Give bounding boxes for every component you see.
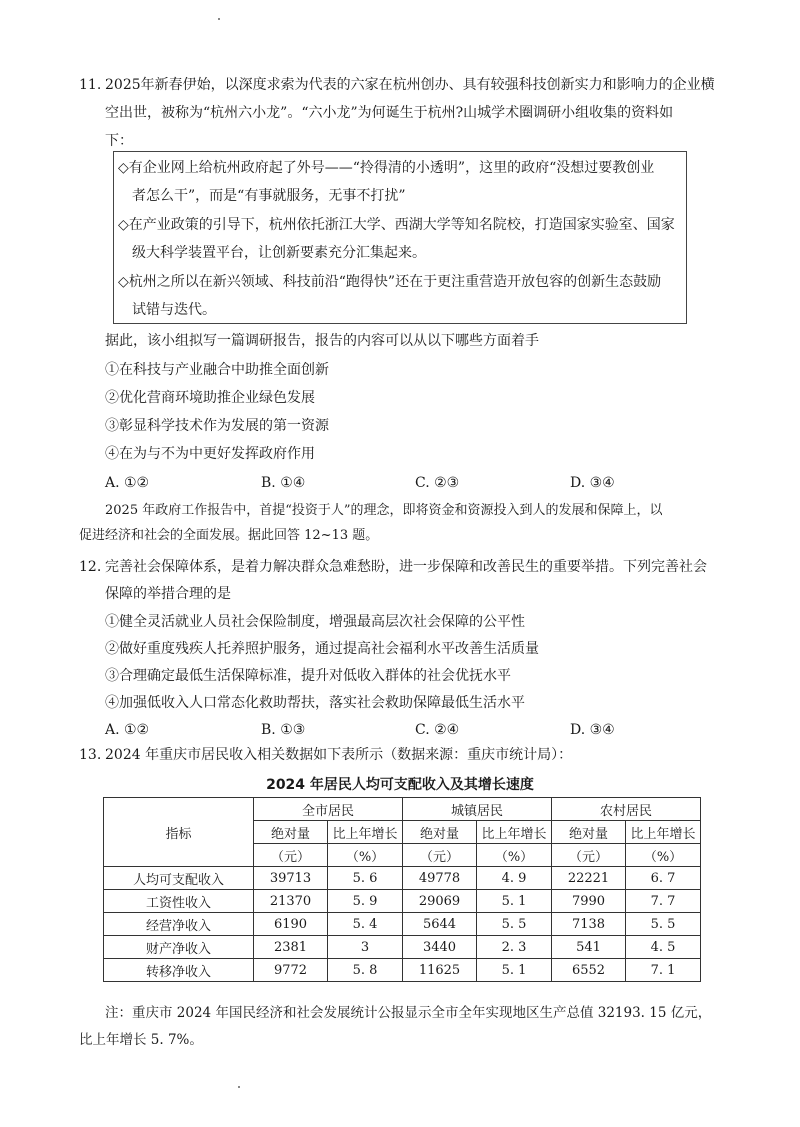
q11-option-c[interactable]: C. ②③ <box>415 475 460 491</box>
header-group-urban: 城镇居民 <box>403 798 552 821</box>
row-label: 工资性收入 <box>104 890 254 913</box>
box-line-6: 试错与迭代。 <box>132 302 216 318</box>
table-row <box>104 959 701 982</box>
table-cell: 2381 <box>254 936 328 959</box>
q11-item-2: ②优化营商环境助推企业绿色发展 <box>105 390 315 406</box>
table-cell: 7990 <box>552 890 626 913</box>
header-growth-unit: （%） <box>477 844 552 867</box>
header-abs: 绝对量 <box>254 821 328 844</box>
table-cell: 29069 <box>403 890 477 913</box>
q12-stem-line2: 保障的举措合理的是 <box>105 586 231 602</box>
q11-stem-line3: 下： <box>105 133 133 149</box>
box-line-1: ◇有企业网上给杭州政府起了外号——“拎得清的小透明”，这里的政府“没想过要教创业 <box>118 160 655 176</box>
box-line-2: 者怎么干”，而是“有事就服务，无事不打扰” <box>132 188 406 204</box>
q12-option-c[interactable]: C. ②④ <box>415 722 460 738</box>
note-line1: 注：重庆市 2024 年国民经济和社会发展统计公报显示全市全年实现地区生产总值 32193. 15 亿元， <box>105 1005 712 1021</box>
table-row <box>104 936 701 959</box>
q11-option-d[interactable]: D. ③④ <box>570 475 615 491</box>
header-group-rural: 农村居民 <box>552 798 701 821</box>
table-cell: 6552 <box>552 959 626 982</box>
table-cell: 6190 <box>254 913 328 936</box>
table-cell: 11625 <box>403 959 477 982</box>
table-cell: 39713 <box>254 867 328 890</box>
table-cell: 5644 <box>403 913 477 936</box>
table-cell: 5. 6 <box>328 867 403 890</box>
q12-item-4: ④加强低收入人口常态化救助帮扶，落实社会救助保障最低生活水平 <box>105 695 525 711</box>
header-group-all: 全市居民 <box>254 798 403 821</box>
q12-item-2: ②做好重度残疾人托养照护服务，通过提高社会福利水平改善生活质量 <box>105 641 539 657</box>
header-abs-unit: （元） <box>552 844 626 867</box>
q11-stem-line2: 空出世，被称为“杭州六小龙”。“六小龙”为何诞生于杭州?山城学术圈调研小组收集的资料如 <box>105 105 674 121</box>
table-cell: 7. 7 <box>626 890 701 913</box>
table-row <box>104 890 701 913</box>
table-cell: 22221 <box>552 867 626 890</box>
box-line-5: ◇杭州之所以在新兴领域、科技前沿“跑得快”还在于更注重营造开放包容的创新生态鼓励 <box>118 274 662 290</box>
q11-item-4: ④在为与不为中更好发挥政府作用 <box>105 446 315 462</box>
header-abs-unit: （元） <box>403 844 477 867</box>
table-cell: 4. 5 <box>626 936 701 959</box>
row-label: 经营净收入 <box>104 913 254 936</box>
table-cell: 4. 9 <box>477 867 552 890</box>
table-cell: 5. 1 <box>477 959 552 982</box>
header-abs-unit: （元） <box>254 844 328 867</box>
q12-stem-line1: 完善社会保障体系，是着力解决群众急难愁盼，进一步保障和改善民生的重要举措。下列完善社会 <box>105 559 707 575</box>
scan-dot-top <box>218 18 220 20</box>
q11-number: 11. <box>79 77 102 93</box>
table-cell: 7138 <box>552 913 626 936</box>
q12-option-b[interactable]: B. ①③ <box>261 722 306 738</box>
row-label: 转移净收入 <box>104 959 254 982</box>
q11-material-box <box>113 151 687 324</box>
income-table <box>103 797 701 982</box>
header-growth-unit: （%） <box>626 844 701 867</box>
header-growth: 比上年增长 <box>328 821 403 844</box>
header-abs: 绝对量 <box>403 821 477 844</box>
q12-option-a[interactable]: A. ①② <box>105 722 150 738</box>
scan-dot-bottom <box>238 1086 240 1088</box>
table-cell: 5. 8 <box>328 959 403 982</box>
table-row <box>104 913 701 936</box>
table-cell: 5. 4 <box>328 913 403 936</box>
intro-line1: 2025 年政府工作报告中，首提“投资于人”的理念，即将资金和资源投入到人的发展和保障上，以 <box>105 503 663 518</box>
q12-item-3: ③合理确定最低生活保障标准，提升对低收入群体的社会优抚水平 <box>105 668 511 684</box>
table-cell: 541 <box>552 936 626 959</box>
header-growth: 比上年增长 <box>477 821 552 844</box>
header-growth-unit: （%） <box>328 844 403 867</box>
q12-option-d[interactable]: D. ③④ <box>570 722 615 738</box>
q12-number: 12. <box>79 559 102 575</box>
q11-question: 据此，该小组拟写一篇调研报告，报告的内容可以从以下哪些方面着手 <box>105 333 539 349</box>
header-indicator: 指标 <box>104 798 254 867</box>
note-line2: 比上年增长 5. 7%。 <box>79 1032 203 1048</box>
q12-item-1: ①健全灵活就业人员社会保险制度，增强最高层次社会保障的公平性 <box>105 614 525 630</box>
q13-number: 13. <box>79 747 102 763</box>
table-cell: 21370 <box>254 890 328 913</box>
table-cell: 6. 7 <box>626 867 701 890</box>
box-line-4: 级大科学装置平台，让创新要素充分汇集起来。 <box>132 245 426 261</box>
table-cell: 49778 <box>403 867 477 890</box>
table-cell: 5. 5 <box>477 913 552 936</box>
header-growth: 比上年增长 <box>626 821 701 844</box>
header-abs: 绝对量 <box>552 821 626 844</box>
q11-option-b[interactable]: B. ①④ <box>261 475 306 491</box>
intro-line2: 促进经济和社会的全面发展。据此回答 12~13 题。 <box>79 528 379 543</box>
q11-item-1: ①在科技与产业融合中助推全面创新 <box>105 362 329 378</box>
table-title: 2024 年居民人均可支配收入及其增长速度 <box>266 777 534 793</box>
table-cell: 2. 3 <box>477 936 552 959</box>
table-header-row-groups <box>104 798 701 821</box>
table-cell: 5. 5 <box>626 913 701 936</box>
table-row <box>104 867 701 890</box>
table-cell: 3 <box>328 936 403 959</box>
table-cell: 5. 1 <box>477 890 552 913</box>
q11-stem-line1: 2025年新春伊始，以深度求索为代表的六家在杭州创办、具有较强科技创新实力和影响力的企业横 <box>105 77 715 93</box>
row-label: 人均可支配收入 <box>104 867 254 890</box>
table-cell: 9772 <box>254 959 328 982</box>
q11-option-a[interactable]: A. ①② <box>105 475 150 491</box>
table-cell: 3440 <box>403 936 477 959</box>
box-line-3: ◇在产业政策的引导下，杭州依托浙江大学、西湖大学等知名院校，打造国家实验室、国家 <box>118 217 675 233</box>
q11-item-3: ③彰显科学技术作为发展的第一资源 <box>105 418 329 434</box>
q13-stem: 2024 年重庆市居民收入相关数据如下表所示（数据来源：重庆市统计局）： <box>105 747 573 763</box>
row-label: 财产净收入 <box>104 936 254 959</box>
table-cell: 7. 1 <box>626 959 701 982</box>
table-cell: 5. 9 <box>328 890 403 913</box>
